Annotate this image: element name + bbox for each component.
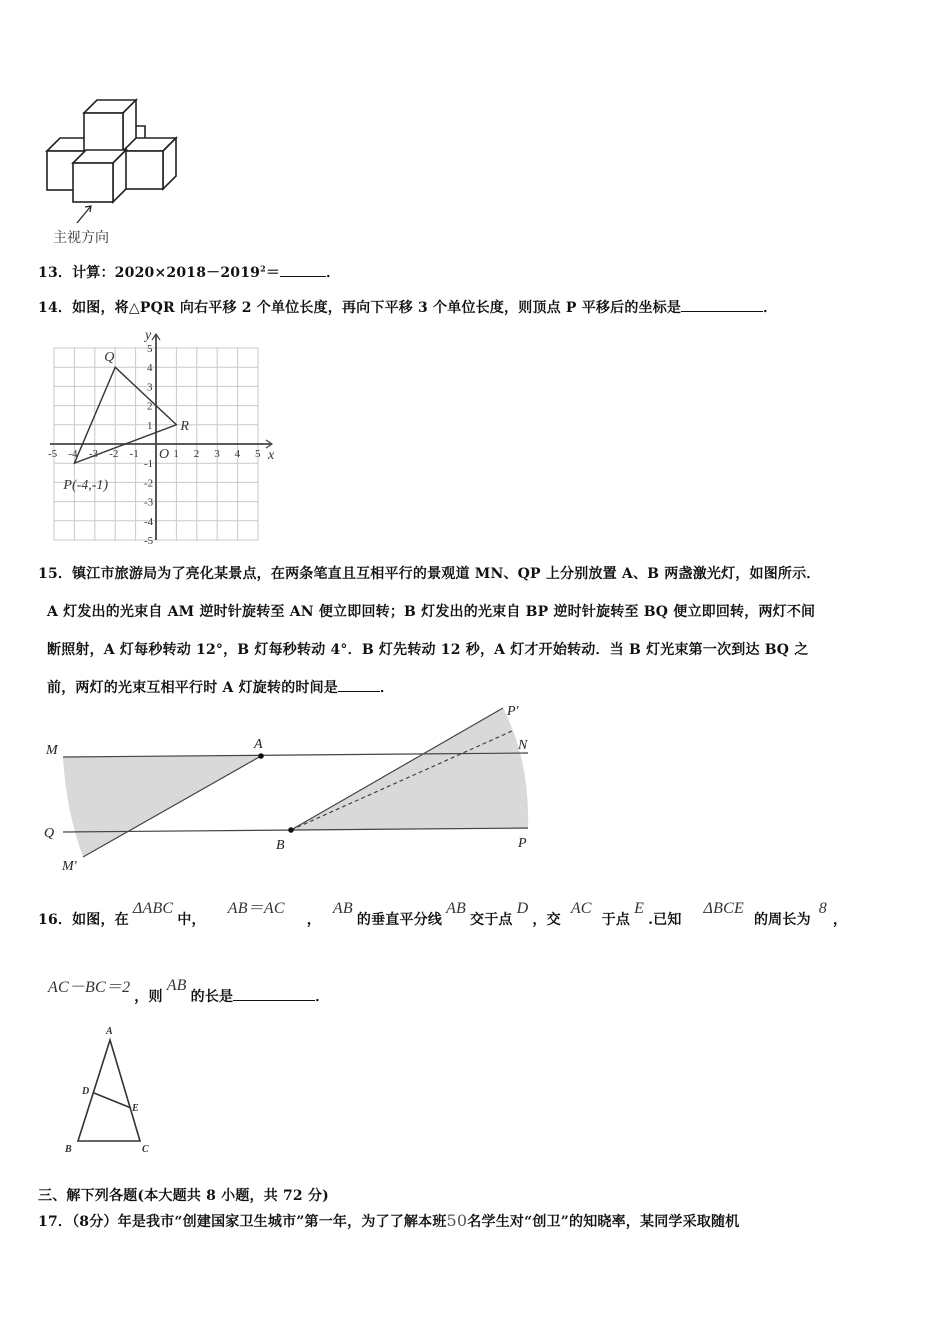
q15-end: ．	[380, 680, 395, 696]
q16-text: ，交	[532, 912, 561, 928]
math-ab: AB	[166, 977, 187, 994]
label-p-prime: P'	[507, 704, 519, 719]
label-p: P	[518, 836, 527, 851]
q16-text: 16．如图，在	[38, 912, 129, 928]
label-m-prime: M'	[62, 859, 77, 874]
q16-text: 的垂直平分线	[356, 912, 443, 928]
y-tick-label: 2	[147, 400, 153, 413]
y-tick-label: -3	[144, 496, 154, 509]
label-e: E	[132, 1103, 139, 1114]
q16-text: .已知	[648, 912, 682, 928]
q16-text: 交于点	[470, 912, 513, 928]
label-n: N	[518, 738, 528, 753]
y-tick-label: -2	[144, 477, 154, 490]
x-tick-label: 2	[193, 448, 200, 460]
x-tick-label: -2	[109, 448, 119, 460]
q16-text: ，	[306, 912, 321, 928]
q16-text: 于点	[601, 912, 631, 928]
math-triangle-abc: ΔABC	[132, 900, 174, 917]
x-tick-label: -3	[88, 448, 98, 460]
math-ac-minus-bc: AC－BC＝2	[48, 979, 131, 996]
y-tick-label: 3	[147, 381, 153, 394]
label-origin: O	[159, 447, 170, 462]
x-tick-label: 1	[173, 448, 179, 460]
x-tick-label: -5	[48, 448, 58, 460]
math-ab-eq-ac: AB＝AC	[227, 900, 285, 917]
label-c: C	[142, 1144, 149, 1155]
label-m: M	[46, 743, 58, 758]
q13-equals: ＝	[265, 265, 281, 281]
x-tick-label: 3	[214, 448, 220, 460]
label-q: Q	[104, 350, 115, 366]
section-3-title: 三、解下列各题(本大题共 8 小题，共 72 分)	[38, 1188, 329, 1204]
q14-end: ．	[763, 300, 778, 316]
q14-text: 14．如图，将△PQR 向右平移 2 个单位长度，再向下平移 3 个单位长度，则顶点 P 平移后的坐标是	[38, 300, 682, 316]
x-tick-label: 4	[234, 448, 241, 460]
q13-text: 13．计算：2020×2018－2019	[38, 265, 261, 281]
label-p: P(-4,-1)	[63, 478, 109, 494]
q15-line-2: A 灯发出的光束自 AM 逆时针旋转至 AN 便立即回转；B 灯发出的光束自 BP 逆时针旋转至 BQ 便立即回转，两灯不间	[47, 604, 816, 620]
label-r: R	[180, 418, 189, 434]
q17-text: 名学生对“创卫”的知晓率，某同学采取随机	[467, 1214, 740, 1230]
y-tick-label: 4	[147, 362, 153, 375]
q16-text: 的长是	[190, 989, 234, 1005]
math-8: 8	[818, 900, 827, 917]
q17-text: 17．（8分）年是我市“创建国家卫生城市”第一年，为了了解本班	[38, 1214, 447, 1230]
q16-text: ，则	[134, 989, 163, 1005]
math-d: D	[516, 900, 529, 917]
label-y-axis: y	[145, 328, 152, 343]
x-tick-label: -1	[129, 448, 139, 460]
q16-text: ，	[832, 912, 848, 928]
label-x-axis: x	[268, 448, 275, 463]
label-b: B	[65, 1144, 72, 1155]
q16-text: 的周长为	[753, 912, 811, 928]
label-a: A	[254, 737, 263, 752]
math-ab: AB	[446, 900, 467, 917]
q15-line-1: 15．镇江市旅游局为了亮化某景点，在两条笔直且互相平行的景观道 MN、QP 上分别放置 A、B 两盏激光灯，如图所示．	[38, 566, 821, 582]
y-tick-label: -5	[144, 535, 154, 547]
q15-line-4: 前，两灯的光束互相平行时 A 灯旋转的时间是	[47, 680, 339, 696]
label-q: Q	[44, 826, 55, 841]
math-triangle-bce: ΔBCE	[703, 900, 744, 917]
q15-line-3: 断照射，A 灯每秒转动 12°，B 灯每秒转动 4°．B 灯先转动 12 秒，A 灯才开始转动．当 B 灯光束第一次到达 BQ 之	[47, 642, 809, 658]
math-ac: AC	[570, 900, 592, 917]
x-tick-label: 5	[255, 448, 261, 460]
q16-end: ．	[315, 989, 330, 1005]
q13-end: ．	[326, 265, 341, 281]
question-17	[38, 1211, 739, 1231]
math-ab: AB	[332, 900, 353, 917]
y-tick-label: 1	[147, 419, 153, 432]
y-tick-label: -1	[144, 458, 154, 471]
label-d: D	[82, 1086, 90, 1097]
view-direction-label: 主视方向	[53, 230, 109, 246]
label-b: B	[276, 838, 285, 853]
y-tick-label: 5	[147, 343, 153, 355]
math-e: E	[634, 900, 645, 917]
label-a: A	[106, 1026, 113, 1037]
q13-exponent: 2	[260, 263, 266, 274]
x-tick-label: -4	[68, 448, 78, 460]
y-tick-label: -4	[144, 515, 154, 528]
q16-text: 中，	[177, 912, 206, 928]
q17-number: 50	[446, 1211, 468, 1230]
